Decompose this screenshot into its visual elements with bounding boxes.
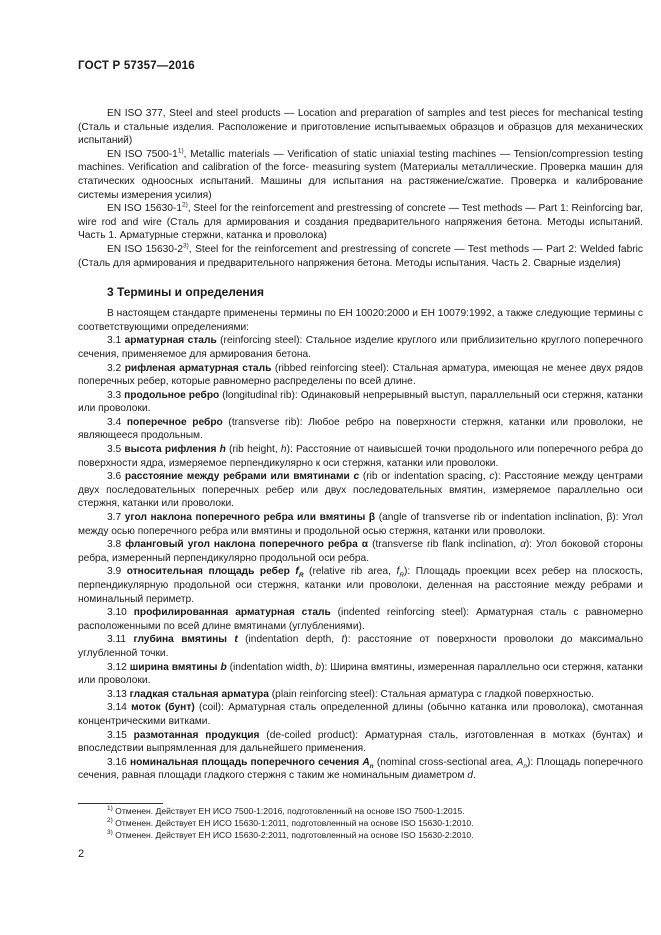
term-definition: 3.12 ширина вмятины b (indentation width, b): Ширина вмятины, измеренная параллельно оси стержня, катанки или проволоки. (78, 661, 643, 687)
footnote-ref: 3) (183, 242, 189, 250)
term-definition: 3.10 профилированная арматурная сталь (indented reinforcing steel): Арматурная сталь с равномерно расположенными по всей длине вмятинами (углублениями). (78, 607, 644, 632)
term-definition: 3.4 поперечное ребро (transverse rib): Любое ребро на поверхности стержня, катанки или проволоки, не являющееся продольным. (78, 416, 643, 442)
term-name: продольное ребро (124, 389, 220, 401)
reference-item: EN ISO 15630-1$^{2)}$, Steel for the reinforcement and prestressing of concrete — Test methods — Part 1: Reinforcing bar, wire rod and wire (Сталь для армирования и создания предварительного напряжения бетона. Методы испытаний. Часть 1. Арматурные стержни, катанка и проволока) (78, 201, 643, 242)
footnote-ref: 2) (181, 201, 188, 209)
footnote-ref: 1) (177, 147, 184, 155)
terms-list (78, 334, 643, 783)
reference-item: EN ISO 7500-1$^{1)}$, Metallic materials — Verification of static uniaxial testing machines — Tension/compression testing machines. Verification and calibration of the force- measuring system (Материалы металлические. Проверка машин для статических одноосных испытаний. Машины для испытания на растяжение/сжатие. Проверка и калибрование системы измерения усилия) (78, 147, 643, 201)
term-symbol: t (234, 634, 238, 646)
term-definition: 3.15 размотанная продукция (de-coiled product): Арматурная сталь, изготовленная в мотках (бунтах) и впоследствии выпрямленная для дальнейшего применения. (78, 729, 643, 755)
reference-item: EN ISO 377, Steel and steel products — Location and preparation of samples and test pieces for mechanical testing (Сталь и стальные изделия. Расположение и приготовление испытываемых образцов и образцов для механических испытаний) (78, 108, 643, 147)
symbol-subscript: n (523, 762, 527, 770)
term-name: гладкая стальная арматура (129, 688, 269, 700)
term-symbol: b (220, 661, 227, 673)
term-name: арматурная сталь (124, 335, 217, 347)
section-heading: 3 Термины и определения (107, 285, 265, 300)
term-name: размотанная продукция (133, 729, 260, 741)
term-definition: 3.2 рифленая арматурная сталь (ribbed reinforcing steel): Стальная арматура, имеющая не менее двух рядов поперечных ребер, которые равномерно распределены по всей длине. (78, 362, 643, 388)
term-symbol-subscript: n (369, 762, 374, 770)
symbol: f (396, 566, 400, 578)
term-name: угол наклона поперечного ребра или вмятины (124, 512, 369, 524)
term-name: номинальная площадь поперечного сечения (130, 756, 363, 768)
term-name: моток (бунт) (131, 702, 195, 714)
document-header: ГОСТ Р 57357—2016 (78, 60, 195, 72)
term-name: поперечное ребро (126, 416, 223, 428)
reference-item: EN ISO 15630-2$^{3)}$, Steel for the reinforcement and prestressing of concrete — Test methods — Part 2: Welded fabric (Сталь для армирования и предварительного напряжения бетона. Методы испытания. Часть 2. Сварные изделия) (78, 242, 644, 269)
term-definition: 3.1 арматурная сталь (reinforcing steel): Стальное изделие круглого или приблизительно круглого поперечного сечения, применяемое для армирования бетона. (78, 335, 644, 360)
term-definition: 3.7 угол наклона поперечного ребра или вмятины β (angle of transverse rib or indentation inclination, β): Угол между осью поперечного ребра или вмятины и продольной осью стержня, катанки или проволоки. (78, 512, 643, 537)
term-symbol: h (219, 444, 226, 456)
page-number: 2 (78, 848, 85, 860)
term-name: высота рифления (124, 444, 220, 456)
term-definition: 3.16 номинальная площадь поперечного сечения $A_n$ (nominal cross-sectional area, $A_n$): Площадь поперечного сечения, равная площади гладкого стержня с таким же номинальным диаметром d. (78, 756, 643, 782)
footnote: $^{3)}$ Отменен. Действует ЕН ИСО 15630-2:2011, подготовленный на основе ISO 15630-2:2010. (107, 828, 474, 840)
term-definition: 3.5 высота рифления h (rib height, h): Расстояние от наивысшей точки продольного или поперечного ребра до поверхности ядра, измеряемое перпендикулярно к оси стержня, катанки или проволоки. (78, 444, 643, 469)
term-name: расстояние между ребрами или вмятинами (124, 471, 354, 483)
term-definition: 3.8 фланговый угол наклона поперечного ребра α (transverse rib flank inclination, α): Угол боковой стороны ребра, измеренный перпендикулярно продольной оси ребра. (78, 539, 644, 564)
symbol: b (315, 661, 322, 673)
footnotes (78, 803, 643, 841)
section-intro: В настоящем стандарте применены термины по ЕН 10020:2000 и ЕН 10079:1992, а также следующие термины с соответствующими определениями: (78, 308, 643, 333)
term-symbol-subscript: R (298, 572, 304, 580)
symbol: A (516, 756, 524, 768)
term-symbol: α (361, 539, 369, 551)
term-name: рифленая арматурная сталь (124, 362, 272, 374)
term-name: фланговый угол наклона поперечного ребра (125, 539, 362, 551)
term-symbol: β (368, 512, 376, 524)
footnote-divider (78, 803, 163, 804)
page-body (78, 107, 643, 783)
term-name: глубина вмятины (133, 634, 235, 646)
term-definition: 3.6 расстояние между ребрами или вмятинами c (rib or indentation spacing, c): Расстояние между центрами двух последовательных поперечных ребер или двух последовательных вмятин, измеряемое параллельно оси стержня, катанки или проволоки. (78, 471, 643, 510)
term-name: относительная площадь ребер (126, 566, 296, 578)
term-symbol: A (362, 756, 370, 768)
term-definition: 3.3 продольное ребро (longitudinal rib): Одинаковый непрерывный выступ, параллельный оси стержня, катанки или проволоки. (78, 389, 643, 415)
term-symbol: f (295, 566, 299, 578)
normative-references (78, 107, 643, 270)
symbol: t (341, 634, 345, 646)
symbol-subscript: R (399, 572, 405, 580)
symbol: h (280, 444, 287, 456)
term-name: профилированная арматурная сталь (133, 607, 331, 619)
footnote: $^{2)}$ Отменен. Действует ЕН ИСО 15630-1:2011, подготовленный на основе ISO 15630-1:2010. (107, 816, 474, 828)
symbol: c (489, 471, 495, 483)
term-name: ширина вмятины (129, 661, 221, 673)
symbol: α (520, 539, 526, 551)
term-definition: 3.13 гладкая стальная арматура (plain reinforcing steel): Стальная арматура с гладкой поверхностью. (107, 688, 595, 700)
term-definition: 3.9 относительная площадь ребер $f_R$ (relative rib area, $f_R$): Площадь проекции всех ребер на плоскость, перпендикулярную продольной оси стержня, катанки или проволоки, деленная на расстояние между ребрами и номинальный периметр. (78, 566, 643, 605)
footnote: $^{1)}$ Отменен. Действует ЕН ИСО 7500-1:2016, подготовленный на основе ISO 7500-1:2015. (107, 805, 465, 816)
term-symbol: c (353, 471, 360, 483)
term-definition: 3.14 моток (бунт) (coil): Арматурная сталь определенной длины (обычно катанка или проволока), смотанная концентрическими витками. (78, 702, 643, 727)
term-definition: 3.11 глубина вмятины t (indentation depth, t): расстояние от поверхности проволоки до максимально углубленной точки. (78, 634, 644, 659)
symbol: d (467, 770, 473, 782)
